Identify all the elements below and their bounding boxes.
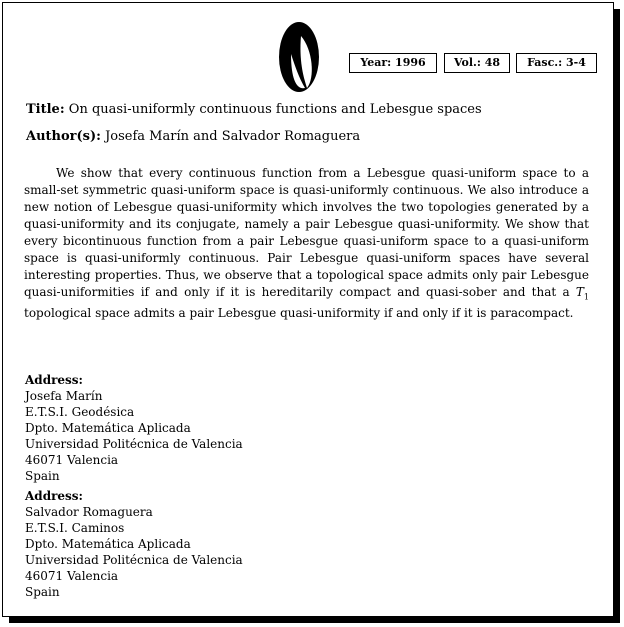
paper-title-line	[26, 102, 482, 117]
address-label: Address:	[25, 489, 83, 503]
paper-title: On quasi-uniformly continuous functions and Lebesgue spaces	[68, 102, 482, 117]
paper-authors: Josefa Marín and Salvador Romaguera	[105, 129, 361, 144]
volume-badge	[444, 53, 510, 73]
address-block-2	[25, 488, 243, 600]
page-shadow-bottom	[9, 616, 620, 623]
address-line: Dpto. Matemática Aplicada	[25, 421, 191, 435]
t1-subscript: 1	[583, 292, 589, 302]
address-label: Address:	[25, 373, 83, 387]
address-line: Spain	[25, 585, 60, 599]
address-line: Universidad Politécnica de Valencia	[25, 437, 243, 451]
fascicle-badge	[516, 53, 597, 73]
address-line: E.T.S.I. Geodésica	[25, 405, 135, 419]
address-line: Salvador Romaguera	[25, 505, 153, 519]
authors-label: Author(s):	[26, 129, 101, 144]
title-label: Title:	[26, 102, 65, 117]
fascicle-text: Fasc.: 3-4	[527, 56, 586, 69]
address-line: 46071 Valencia	[25, 569, 119, 583]
address-line: 46071 Valencia	[25, 453, 119, 467]
address-line: Universidad Politécnica de Valencia	[25, 553, 243, 567]
volume-text: Vol.: 48	[453, 56, 501, 69]
abstract-text-part2: topological space admits a pair Lebesgue quasi-uniformity if and only if it is paracompact.	[24, 306, 574, 321]
address-block-1	[25, 372, 243, 484]
address-line: E.T.S.I. Caminos	[25, 521, 125, 535]
address-line: Dpto. Matemática Aplicada	[25, 537, 191, 551]
paper-authors-line	[26, 129, 360, 144]
abstract	[24, 165, 589, 322]
abstract-text-part1: We show that every continuous function from a Lebesgue quasi-uniform space to a small-set symmetric quasi-uniform space is quasi-uniformly continuous. We also introduce a new notion of Lebesgue quasi-uniformity which involves the two topologies generated by a quasi-uniformity and its conjugate, namely a pair Lebesgue quasi-uniformity. We show that every bicontinuous function from a pair Lebesgue quasi-uniform space to a quasi-uniform space is quasi-uniformly continuous. Pair Lebesgue quasi-uniform spaces have several interesting properties. Thus, we observe that a topological space admits only pair Lebesgue quasi-uniformities if and only if it is hereditarily compact and quasi-sober and that a	[24, 166, 589, 299]
year-badge	[349, 53, 437, 73]
page-shadow-right	[613, 9, 620, 623]
address-line: Josefa Marín	[25, 389, 103, 403]
journal-logo-icon	[277, 20, 321, 94]
t1-symbol: $T_1$	[575, 285, 589, 302]
year-text: Year: 1996	[360, 56, 426, 69]
address-line: Spain	[25, 469, 60, 483]
